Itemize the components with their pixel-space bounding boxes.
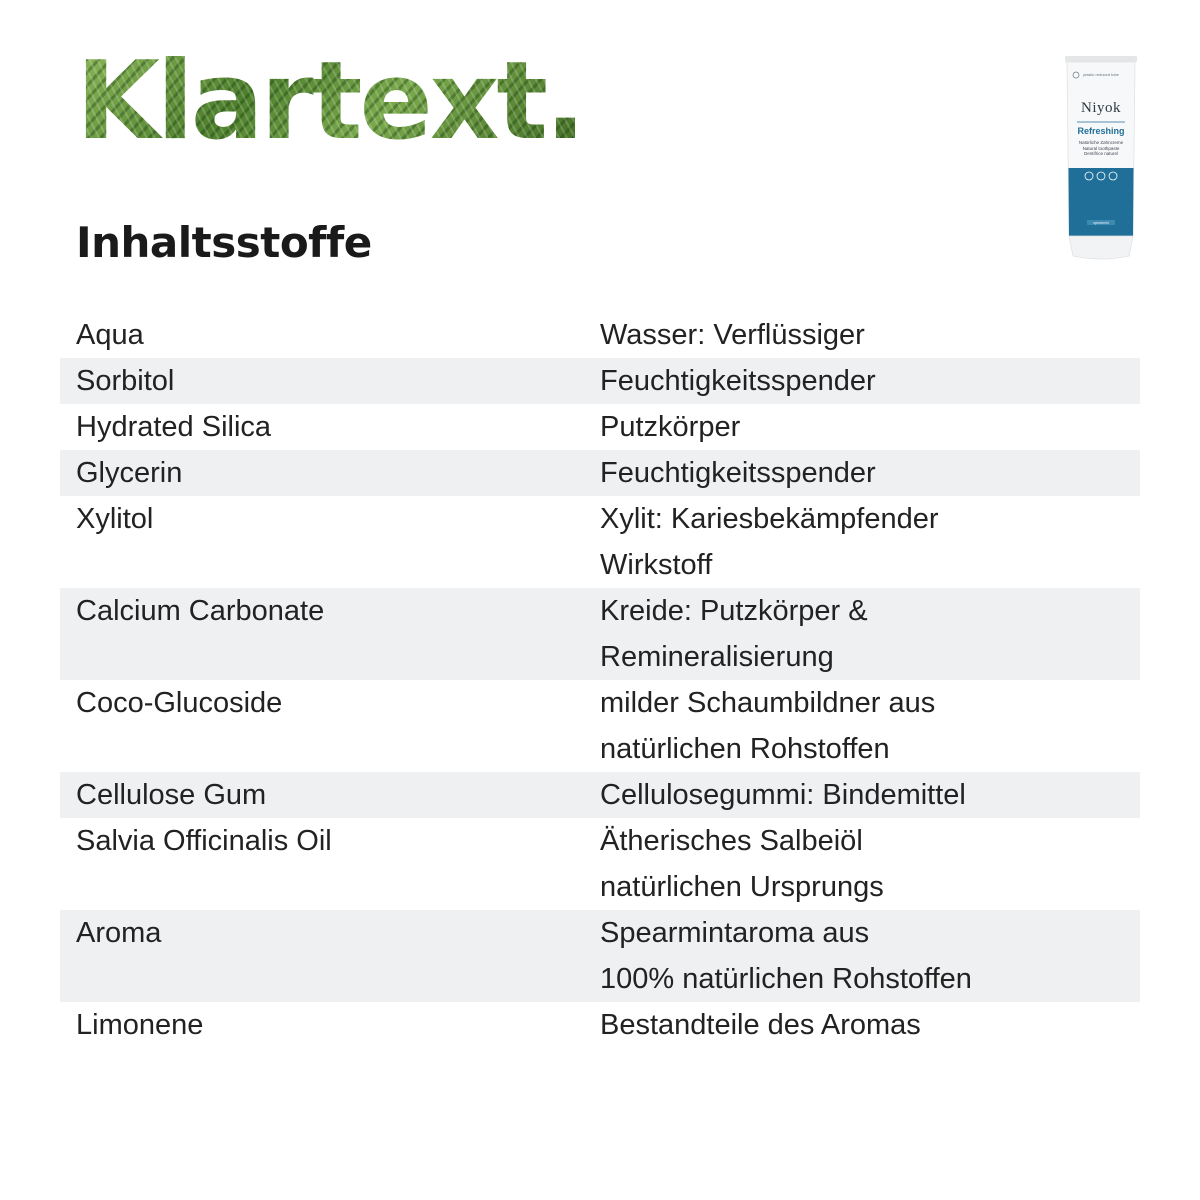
ingredient-name: Calcium Carbonate: [76, 595, 325, 627]
ingredient-description: Bestandteile des Aromas: [600, 1009, 921, 1041]
table-row: [60, 818, 1140, 910]
ingredient-name: Cellulose Gum: [76, 779, 267, 811]
ingredient-description: Wasser: Verflüssiger: [600, 319, 865, 351]
tube-flavor-label: spearmint: [1093, 220, 1109, 225]
tube-badge: plastic reduced tube: [1083, 72, 1119, 77]
product-image: [1063, 56, 1139, 262]
ingredient-description: milder Schaumbildner aus natürlichen Rohstoffen: [600, 687, 936, 765]
ingredient-name: Aqua: [76, 319, 144, 351]
ingredient-name: Limonene: [76, 1009, 204, 1041]
ingredients-table: [60, 312, 1140, 1048]
table-row: [60, 910, 1140, 1002]
table-row: [60, 404, 1140, 450]
table-row: [60, 680, 1140, 772]
ingredient-description: Kreide: Putzkörper & Remineralisierung: [600, 595, 868, 673]
ingredient-name: Aroma: [76, 917, 162, 949]
table-row: [60, 772, 1140, 818]
table-row: [60, 588, 1140, 680]
toothpaste-tube-graphic: [1063, 56, 1139, 262]
table-row: [60, 450, 1140, 496]
table-row: [60, 358, 1140, 404]
tube-subtitle-3: Dentifrice naturel: [1083, 151, 1119, 156]
page-title: Inhaltsstoffe: [76, 218, 372, 267]
ingredient-name: Coco-Glucoside: [76, 687, 283, 719]
ingredient-description: Xylit: Kariesbekämpfender Wirkstoff: [600, 503, 939, 581]
ingredient-description: Cellulosegummi: Bindemittel: [600, 779, 966, 811]
ingredient-name: Hydrated Silica: [76, 411, 272, 443]
ingredient-description: Spearmintaroma aus 100% natürlichen Rohstoffen: [600, 917, 972, 995]
ingredient-name: Sorbitol: [76, 365, 175, 397]
tube-subtitle-1: Natürliche Zahncreme: [1078, 140, 1124, 145]
tube-subtitle-2: Natural toothpaste: [1082, 145, 1120, 151]
tube-brand: Niyok: [1081, 100, 1121, 116]
ingredient-name: Glycerin: [76, 457, 183, 489]
ingredient-description: Putzkörper: [600, 411, 741, 443]
brand-wordmark: Klartext.: [76, 39, 584, 164]
table-row: [60, 1002, 1140, 1048]
tube-variant: Refreshing: [1077, 126, 1125, 136]
ingredient-description: Feuchtigkeitsspender: [600, 365, 876, 397]
table-row: [60, 312, 1140, 358]
ingredient-description: Feuchtigkeitsspender: [600, 457, 876, 489]
ingredient-name: Xylitol: [76, 503, 154, 535]
ingredient-description: Ätherisches Salbeiöl natürlichen Ursprungs: [600, 825, 884, 903]
ingredient-name: Salvia Officinalis Oil: [76, 825, 332, 857]
table-row: [60, 496, 1140, 588]
